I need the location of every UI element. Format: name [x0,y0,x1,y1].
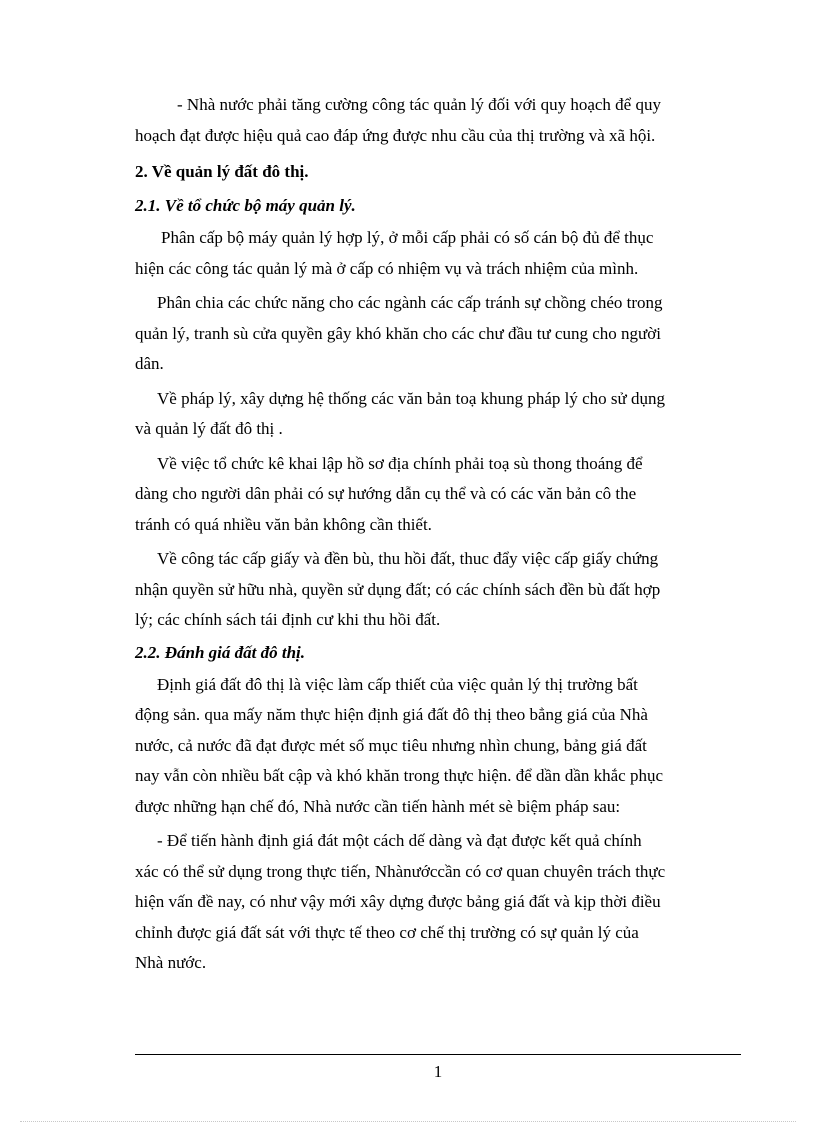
paragraph [135,384,740,445]
text-line: lý; các chính sách tái định cư khi thu hồi đất. [135,610,441,629]
paragraph [135,223,740,284]
text-line: hiện các công tác quản lý mà ở cấp có nhiệm vụ và trách nhiệm của mình. [135,258,639,278]
text-line: dàng cho người dân phải có sự hướng dẫn cụ thể và có các văn bản cô the [135,484,637,503]
text-line: xác có thể sử dụng trong thực tiến, Nhànướccần có cơ quan chuyên trách thực [135,861,666,881]
text-line: Về việc tổ chức kê khai lập hồ sơ địa chính phải toạ sù thong thoáng để [157,453,643,473]
text-line: hiện vấn đề nay, có như vậy mới xây dựng được bảng giá đất và kịp thời điều [135,892,661,911]
text-line: động sản. qua mấy năm thực hiện định giá đất đô thị theo bẳng giá của Nhà [135,705,648,724]
page-number: 1 [433,1062,443,1081]
text-line: - Để tiến hành định giá đát một cách dế dàng và đạt được kết quả chính [157,831,642,850]
paragraph-planning-management [135,90,740,151]
paragraph [135,544,740,636]
paragraph [135,826,740,979]
text-line: được những hạn chế đó, Nhà nước cần tiến hành mét sè biệm pháp sau: [135,796,621,816]
text-line: Phân chia các chức năng cho các ngành các cấp tránh sự chồng chéo trong [157,293,663,312]
text-line: nhận quyền sử hữu nhà, quyền sử dụng đất; có các chính sách đền bù đất hợp [135,579,661,599]
section-heading: 2. Về quản lý đất đô thị. [135,162,309,181]
text-line: quản lý, tranh sù cửa quyền gây khó khăn cho các chư đầu tư cung cho người [135,323,661,343]
text-line: Về pháp lý, xây dựng hệ thống các văn bản toạ khung pháp lý cho sử dụng [157,388,666,408]
text-line: Về công tác cấp giấy và đền bù, thu hồi đất, thuc đẩy việc cấp giấy chứng [157,549,659,568]
page-body [135,90,740,979]
text-line: nước, cả nước đã đạt được mét số mục tiêu nhưng nhìn chung, bảng giá đất [135,735,647,755]
paragraph [135,288,740,380]
paragraph [135,670,740,823]
text-line: tránh có quá nhiều văn bản không cần thiết. [135,514,432,534]
text-line: chỉnh được giá đất sát với thực tế theo cơ chế thị trường có sự quản lý của [135,922,639,942]
text-line: và quản lý đất đô thị . [135,419,283,438]
text-line: hoạch đạt được hiệu quả cao đáp ứng được nhu cầu của thị trường và xã hội. [135,125,656,145]
paragraph [135,449,740,541]
footer-divider [135,1054,741,1055]
subsection-heading: 2.2. Đánh giá đất đô thị. [135,642,306,662]
text-line: Định giá đất đô thị là việc làm cấp thiết của việc quản lý thị trường bất [157,674,638,694]
subsection-heading: 2.1. Về tổ chức bộ máy quản lý. [135,196,356,215]
text-line: Phân cấp bộ máy quản lý hợp lý, ở mỗi cấp phải có số cán bộ đủ để thục [161,228,654,247]
text-line: - Nhà nước phải tăng cường công tác quản lý đối với quy hoạch để quy [177,95,661,114]
text-line: nay vẫn còn nhiều bất cập và khó khăn trong thực hiện. để dần dần khắc phục [135,766,664,785]
text-line: Nhà nước. [135,953,207,972]
page-bottom-edge [20,1121,796,1122]
text-line: dân. [135,354,164,373]
